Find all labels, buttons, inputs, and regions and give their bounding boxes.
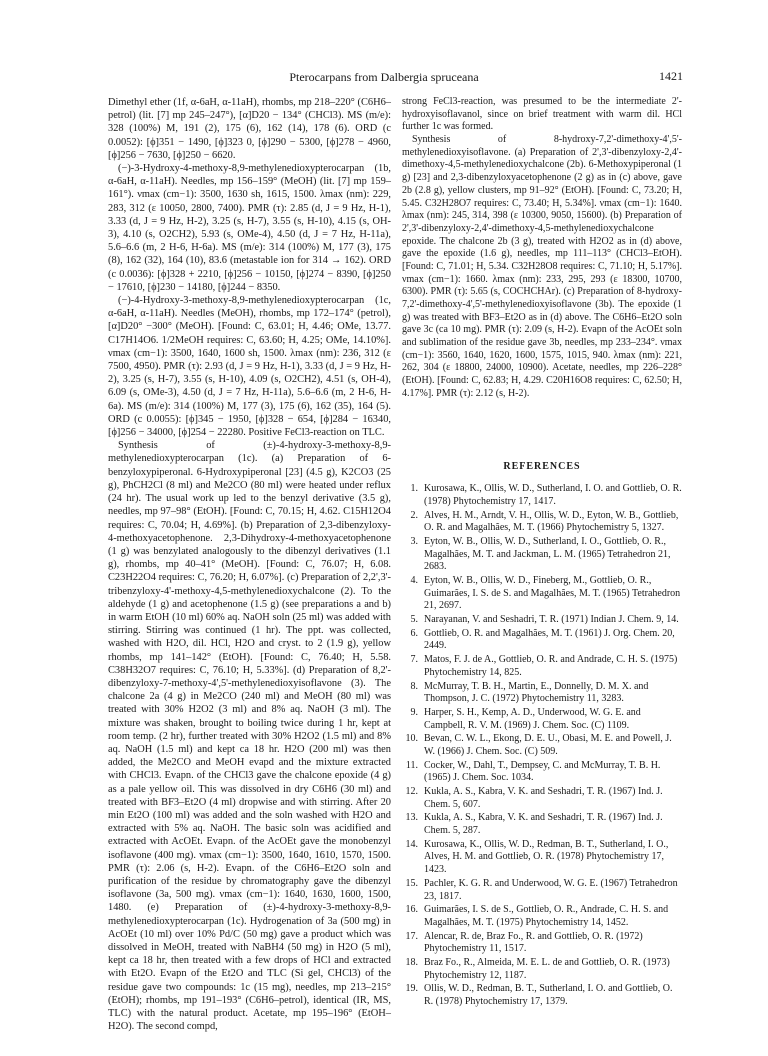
reference-number: 7. [410,654,418,666]
reference-item [402,983,682,1008]
reference-number: 14. [405,838,418,850]
reference-text: Kukla, A. S., Kabra, V. K. and Seshadri, T. R. (1967) Ind. J. Chem. 5, 607. [424,786,663,810]
reference-item [402,707,682,732]
reference-text: Kurosawa, K., Ollis, W. D., Redman, B. T., Sutherland, I. O., Alves, H. M. and Gottlieb, O. R. (1978) Phytochemistry 17, 1423. [424,838,669,876]
reference-number: 13. [405,812,418,824]
reference-item [402,614,682,627]
reference-item [402,681,682,706]
running-header: Pterocarpans from Dalbergia spruceana [289,70,479,84]
reference-number: 15. [405,877,418,889]
paragraph-dimethyl-ether: Dimethyl ether (1f, α-6aH, α-11aH), rhombs, mp 218–220° (C6H6–petrol) (lit. [7] mp 245–247°), [α]D20 − 134° (CHCl3). MS (m/e): 328 (100%) M, 191 (2), 175 (6), 162 (14), 178 (6). ORD (c 0.0052): [ϕ]351 − 1490, [ϕ]323 0, [ϕ]290 − 5300, [ϕ]278 − 4960, [ϕ]256 − 7630, [ϕ]250 − 6620. [108,97,391,161]
page-number: 1421 [659,69,683,83]
reference-item [402,878,682,903]
reference-text: Narayanan, V. and Seshadri, T. R. (1971) Indian J. Chem. 9, 14. [424,614,679,626]
reference-number: 4. [410,575,418,586]
reference-number: 17. [405,930,418,942]
reference-text: Cocker, W., Dahl, T., Dempsey, C. and McMurray, T. B. H. (1965) J. Chem. Soc. 1034. [424,759,661,784]
left-column [108,96,391,1033]
reference-text: Pachler, K. G. R. and Underwood, W. G. E. (1967) Tetrahedron 23, 1817. [424,877,678,902]
reference-item [402,931,682,956]
reference-number: 16. [405,904,418,916]
reference-item [402,483,682,508]
reference-number: 3. [410,535,418,547]
reference-number: 11. [405,759,418,771]
reference-text: Kukla, A. S., Kabra, V. K. and Seshadri, T. R. (1967) Ind. J. Chem. 5, 287. [424,812,663,837]
paragraph-synthesis-isoflavone: Synthesis of 8-hydroxy-7,2'-dimethoxy-4',5'-methylenedioxyisoflavone. (a) Preparation of 2',3'-dibenzyloxy-2,4'-dimethoxy-4,5-methylenedioxychalcone (2b). 6-Methoxypiperonal (1 g) [23] and 2,3-dibenzyloxyacetophenone (2 g) as in (c) above, gave 2b (2.8 g), yellow clusters, mp 91–92° (EtOH). [Found: C, 73.20; H, 5.45. C32H28O7 requires: C, 73.40; H, 5.34%]. νmax (cm−1): 1640. λmax (nm): 245, 314, 398 (ε 10300, 9050, 15600). (b) Preparation of 2',3'-dibenzyloxy-2,4'-dimethoxy-4,5-methylenedioxychalcone epoxide. The chalcone 2b (3 g), treated with H2O2 as in (d) above, gave the epoxide (1.6 g), needles, mp 111–113° (CHCl3–EtOH). [Found: C, 71.01; H, 5.34. C32H28O8 requires: C, 71.10; H, 5.17%]. νmax (cm−1): 1660. λmax (nm): 233, 295, 293 (ε 18300, 10700, 6300). PMR (τ): 5.65 (s, COCHCHAr). (c) Preparation of 8-hydroxy-7,2'-dimethoxy-4',5'-methylenedioxyisoflavone (3b). The epoxide (1 g) was treated with BF3–Et2O as in (d) above. The C6H6–Et2O soln gave 3c (ca 10 mg). PMR (τ): 2.09 (s, H-2). Evapn of the AcOEt soln and sublimation of the residue gave 3b, needles, mp 233–234°. νmax (cm−1): 3560, 1640, 1620, 1600, 1575, 1015, 940. λmax (nm): 221, 262, 304 (ε 18800, 24000, 10900). Acetate, needles, mp 226–228° (EtOH). [Found: C, 62.83; H, 4.29. C20H16O8 requires: C, 62.50; H, 4.17%]. PMR (τ): 2.12 (s, H-2). [402,134,682,399]
references-list [402,483,682,1009]
reference-item [402,654,682,679]
reference-number: 8. [410,680,418,692]
reference-number: 1. [410,483,418,495]
reference-text: Matos, F. J. de A., Gottlieb, O. R. and Andrade, C. H. S. (1975) Phytochemistry 14, 825. [424,654,678,678]
reference-text: Eyton, W. B., Ollis, W. D., Sutherland, I. O., Gottlieb, O. R., Magalhães, M. T. and Jackman, L. M. (1965) Tetrahedron 21, 2683. [424,535,671,573]
paragraph-compound-1b: (−)-3-Hydroxy-4-methoxy-8,9-methylenedioxypterocarpan (1b, α-6aH, α-11aH). Needles, mp 156–159° (MeOH) (lit. [7] mp 159–161°). νmax (cm−1): 3500, 1630 sh, 1615, 1500. λmax (nm): 229, 283, 312 (ε 10050, 2800, 7400). PMR (τ): 2.85 (d, J = 9 Hz, H-1), 3.33 (d, J = 9 Hz, H-2), 3.25 (s, H-7), 3.55 (s, H-10), 4.15 (s, OH-3), 4.10 (s, O2CH2), 5.93 (s, OMe-4), 4.50 (d, J = 7 Hz, H-11a), 5.6–6.6 (m, 2 H-6, H-6a). MS (m/e): 314 (100%) M, 177 (3), 175 (8), 162 (32), 164 (10), 83.6 (metastable ion for 314 → 162). ORD (c 0.0036): [ϕ]328 + 2210, [ϕ]256 − 10150, [ϕ]274 − 8390, [ϕ]250 − 17610, [ϕ]230 − 14180, [ϕ]244 − 8350. [108,163,391,293]
references-heading: REFERENCES [503,460,581,472]
reference-item [402,733,682,758]
reference-text: Alencar, R. de, Braz Fo., R. and Gottlieb, O. R. (1972) Phytochemistry 11, 1517. [424,930,643,955]
reference-text: Ollis, W. D., Redman, B. T., Sutherland, I. O. and Gottlieb, O. R. (1978) Phytochemistry 17, 1379. [424,983,673,1007]
reference-item [402,628,682,653]
reference-number: 5. [410,614,418,626]
paragraph-compound-1c: (−)-4-Hydroxy-3-methoxy-8,9-methylenedioxypterocarpan (1c, α-6aH, α-11aH). Needles (MeOH), rhombs, mp 172–174° (petrol), [α]D20° −300° (MeOH). [Found: C, 63.01; H, 4.46; OMe, 13.77. C17H14O6. 1/2MeOH requires: C, 63.60; H, 4.25; OMe, 14.10%]. νmax (cm−1): 3500, 1640, 1600 sh, 1500. λmax (nm): 236, 312 (ε 7500, 4950). PMR (τ): 2.93 (d, J = 9 Hz, H-1), 3.33 (d, J = 9 Hz, H-2), 3.25 (s, H-7), 3.55 (s, H-10), 4.09 (s, O2CH2), 4.51 (s, OH-4), 6.09 (s, OMe-3), 4.50 (d, J = 7 Hz, H-11a), 5.6–6.6 (m, 2 H-6, H-6a). MS (m/e): 314 (100%) M, 177 (3), 175 (6), 162 (35), 164 (5). ORD (c 0.0055): [ϕ]345 − 1950, [ϕ]328 − 654, [ϕ]284 − 16340, [ϕ]256 − 34000, [ϕ]254 − 22280. Positive FeCl3-reaction on TLC. [108,295,391,439]
paragraph-continuation: strong FeCl3-reaction, was presumed to be the intermediate 2'-hydroxyisoflavanol, since on brief treatment with warm dil. HCl further 1c was formed. [402,96,682,133]
reference-number: 18. [405,956,418,968]
reference-text: Bevan, C. W. L., Ekong, D. E. U., Obasi, M. E. and Powell, J. W. (1966) J. Chem. Soc. (C) 509. [424,733,672,757]
reference-number: 19. [405,983,418,995]
reference-text: Harper, S. H., Kemp, A. D., Underwood, W. G. E. and Campbell, R. V. M. (1969) J. Chem. Soc. (C) 1109. [424,706,641,731]
reference-text: Alves, H. M., Arndt, V. H., Ollis, W. D., Eyton, W. B., Gottlieb, O. R. and Magalhães, M. T. (1966) Phytochemistry 5, 1327. [424,509,679,534]
reference-text: Kurosawa, K., Ollis, W. D., Sutherland, I. O. and Gottlieb, O. R. (1978) Phytochemistry 17, 1417. [424,483,682,507]
reference-item [402,812,682,837]
reference-item [402,904,682,929]
reference-item [402,510,682,535]
reference-number: 10. [405,733,418,745]
reference-text: Guimarães, I. S. de S., Gottlieb, O. R., Andrade, C. H. S. and Magalhães, M. T. (1975) Phytochemistry 14, 1452. [424,904,669,928]
reference-item [402,839,682,877]
reference-number: 2. [410,509,418,521]
reference-number: 9. [410,706,418,718]
reference-text: McMurray, T. B. H., Martin, E., Donnelly, D. M. X. and Thompson, J. C. (1972) Phytochemistry 11, 3283. [424,680,649,705]
reference-text: Braz Fo., R., Almeida, M. E. L. de and Gottlieb, O. R. (1973) Phytochemistry 12, 1187. [424,956,670,981]
reference-item [402,536,682,574]
reference-item [402,957,682,982]
reference-number: 6. [410,627,418,639]
reference-item [402,760,682,785]
reference-item [402,575,682,613]
reference-number: 12. [405,786,418,797]
right-column [402,96,682,1010]
reference-text: Gottlieb, O. R. and Magalhães, M. T. (1961) J. Org. Chem. 20, 2449. [424,627,675,652]
reference-item [402,786,682,811]
paragraph-synthesis-1c: Synthesis of (±)-4-hydroxy-3-methoxy-8,9-methylenedioxypterocarpan (1c). (a) Preparation of 6-benzyloxypiperonal. 6-Hydroxypiperonal [23] (4.5 g), K2CO3 (25 g), PhCH2Cl (8 ml) and Me2CO (80 ml) were heated under reflux (24 hr). The usual work up led to the benzyl derivative (3.5 g), needles, mp 97–98° (EtOH). [Found: C, 70.15; H, 4.62. C15H12O4 requires: C, 70.04; H, 4.69%]. (b) Preparation of 2,3-dibenzyloxy-4-methoxyacetophenone. 2,3-Dihydroxy-4-methoxyacetophenone (1 g) was benzylated analogously to the dibenzyl derivatives (1.1 g), rhombs, mp 40–41° (MeOH). [Found: C, 76.07; H, 6.08. C23H22O4 requires: C, 76.20; H, 6.07%]. (c) Preparation of 2,2',3'-tribenzyloxy-4'-methoxy-4,5-methylenedioxychalcone (2). To the aldehyde (1 g) and acetophenone (1.5 g) (see preparations a and b) in warm EtOH (10 ml) 60% aq. NaOH soln (25 ml) was added with stirring. Stirring was continued (1 hr). The ppt. was collected, washed with H2O, dil. HCl, H2O and cryst. to 2 (1.9 g), yellow rhombs, mp 141–142° (EtOH). [Found: C, 76.40; H, 5.58. C38H32O7 requires: C, 76.10; H, 5.33%]. (d) Preparation of 8,2'-dibenzyloxy-7-methoxy-4',5'-methylenedioxyisoflavone (3). The chalcone 2a (4 g) in Me2CO (240 ml) and MeOH (80 ml) was treated with 30% H2O2 (3 ml) and 8% aq. NaOH (3 ml). The mixture was shaken, brought to boiling twice during 1 hr, kept at room temp. (2 hr), further treated with 30% H2O2 (1.5 ml) and 8% aq. NaOH (1.5 ml) and kept ca 18 hr. H2O (200 ml) was then added, the Me2CO and MeOH evapd and the mixture extracted with CHCl3. Evapn. of the CHCl3 gave the chalcone epoxide (4 g) as a pale yellow oil. This was dissolved in dry C6H6 (30 ml) and treated with BF3–Et2O (4 ml) dropwise and with stirring. After 20 min Et2O (100 ml) was added and the soln washed with H2O and extracted with 5% aq. NaOH. The basic soln was acidified and extracted with AcOEt. Evapn. of the AcOEt gave the monobenzyl isoflavone (400 mg). νmax (cm−1): 3500, 1640, 1610, 1570, 1500. PMR (τ): 2.06 (s, H-2). Evapn. of the C6H6–Et2O soln and purification of the residue by chromatography gave the dibenzyl isoflavone (3a, 500 mg). νmax (cm−1): 1640, 1630, 1600, 1500, 1480. (e) Preparation of (±)-4-hydroxy-3-methoxy-8,9-methylenedioxypterocarpan (1c). Hydrogenation of 3a (500 mg) in AcOEt (10 ml) over 10% Pd/C (50 mg) gave a product which was dissolved in MeOH, treated with NaBH4 (50 mg) in H2O (5 ml), kept ca 18 hr, then treated with a few drops of HCl and extracted with Et2O. Evapn of the Et2O and TLC (Si gel, CHCl3) of the residue gave two compounds: 1c (15 mg), needles, mp 213–215° (EtOH); rhombs, mp 191–193° (C6H6–petrol), identical (IR, MS, TLC) with the natural product. Acetate, mp 195–196° (EtOH–H2O). The second compd, [108,440,391,1033]
reference-text: Eyton, W. B., Ollis, W. D., Fineberg, M., Gottlieb, O. R., Guimarães, I. S. de S. and Magalhães, M. T. (1965) Tetrahedron 21, 2697. [424,575,681,612]
